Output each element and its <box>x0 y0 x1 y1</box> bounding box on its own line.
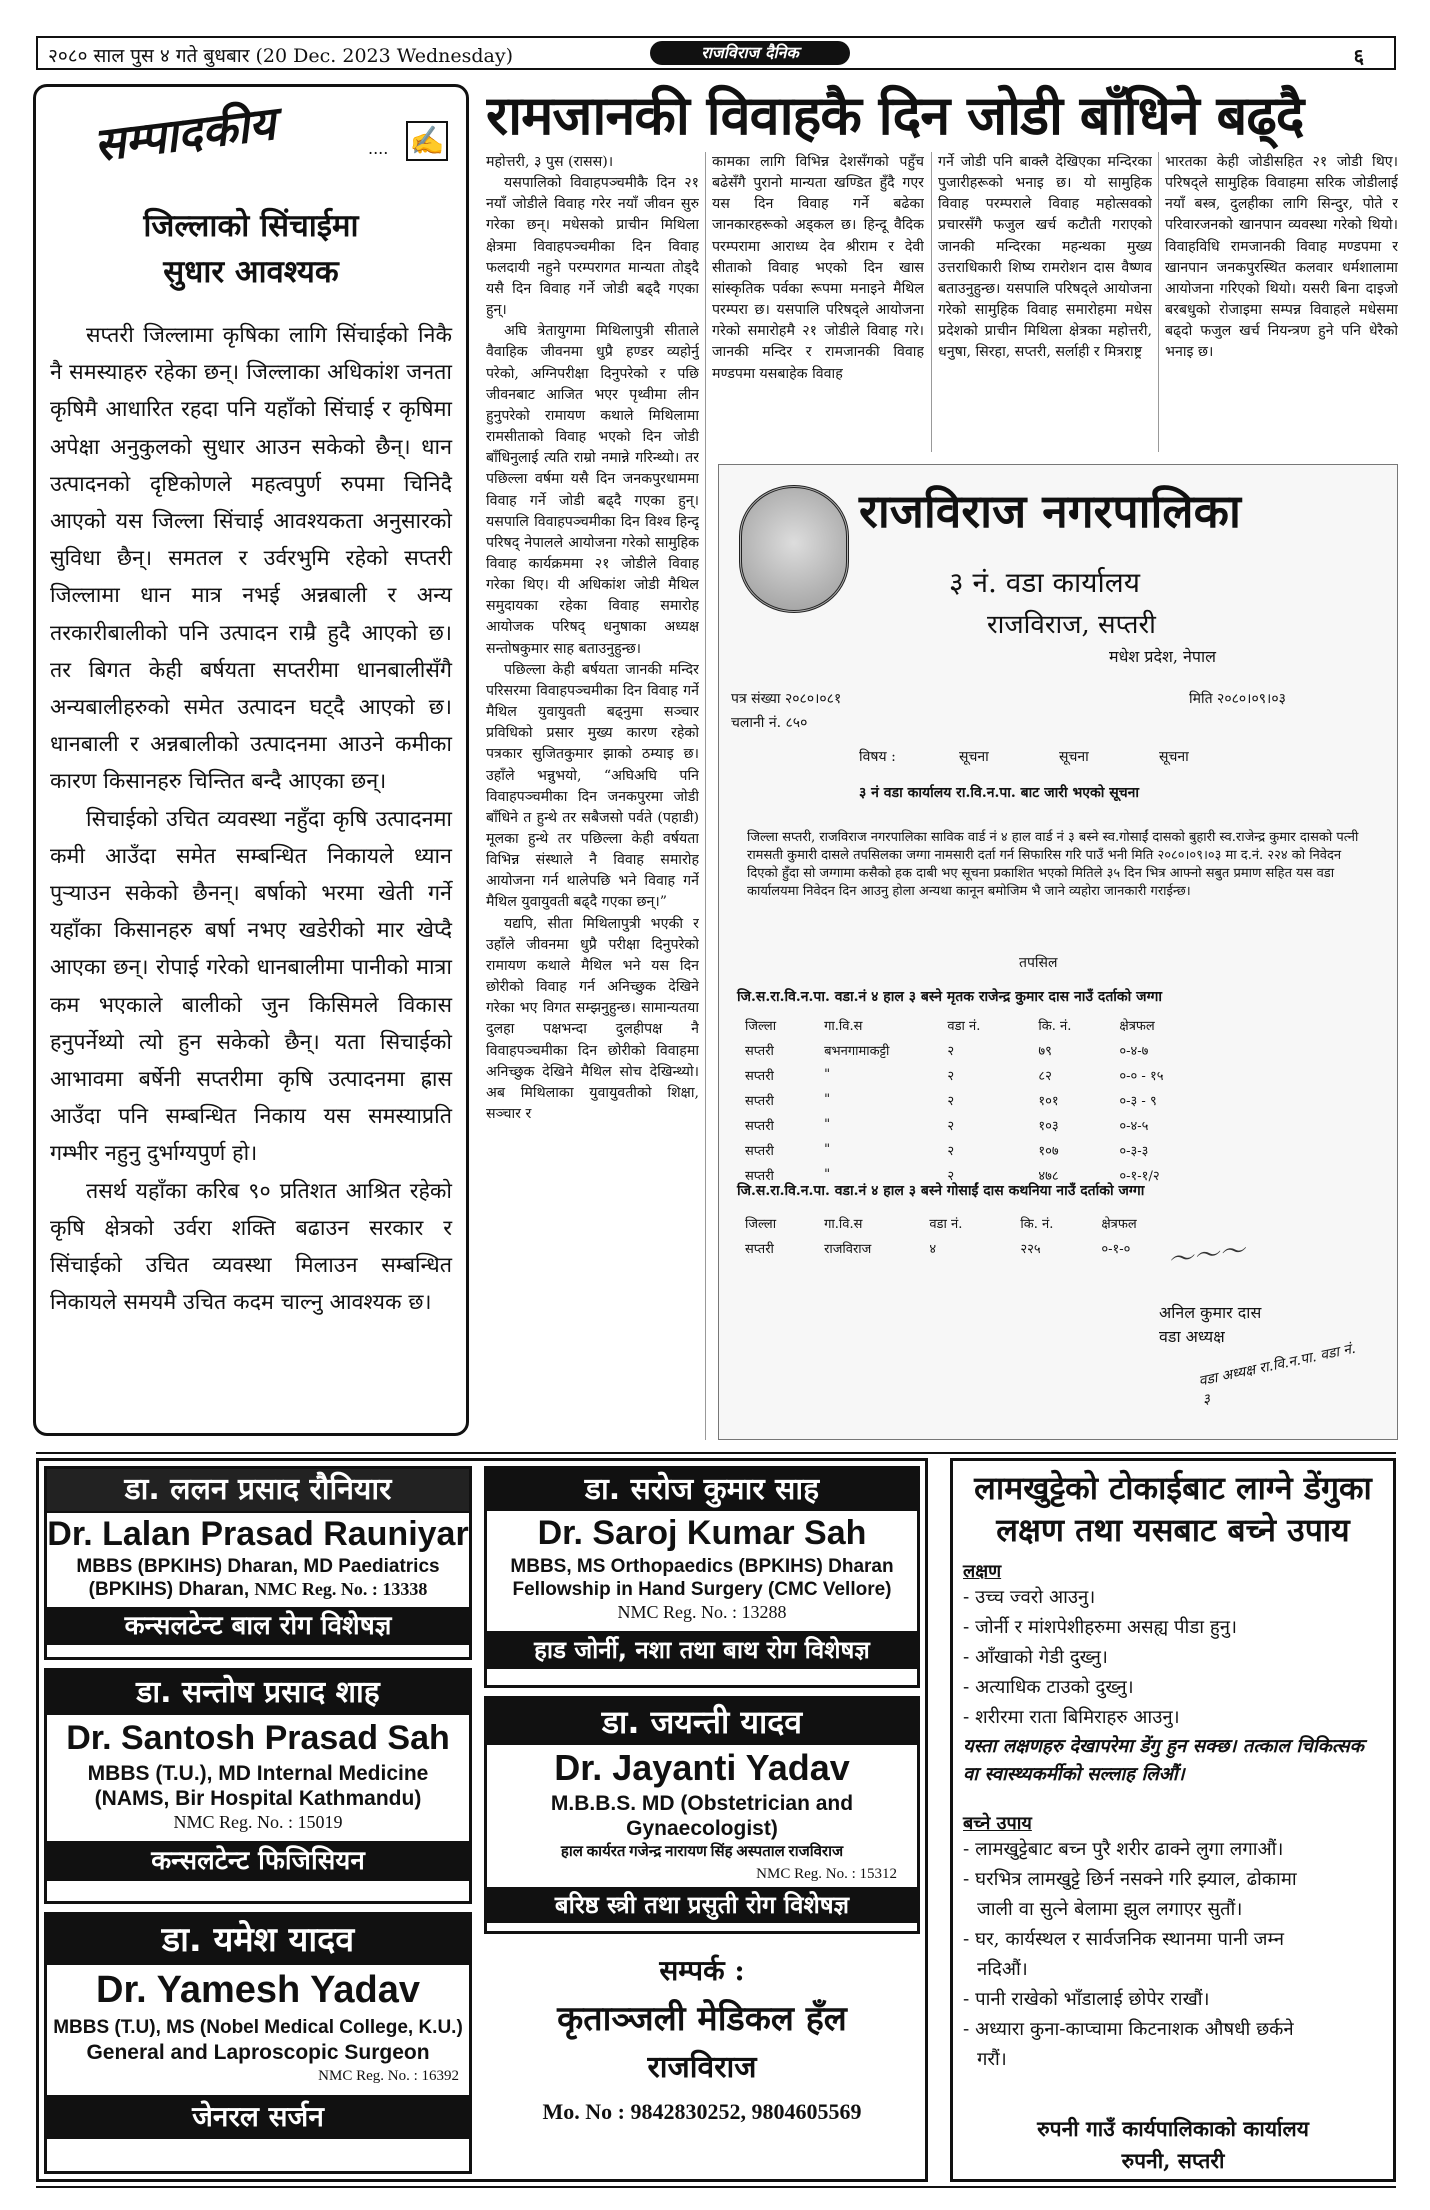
notice-address: राजविराज, सप्तरी <box>987 610 1156 640</box>
list-item: नदिऔं। <box>977 1959 1028 1980</box>
ad-name-np: डा. जयन्ती यादव <box>487 1699 917 1745</box>
table-cell: २ <box>947 1168 955 1184</box>
ad-qualification: (NAMS, Bir Hospital Kathmandu) <box>94 1787 422 1810</box>
list-item: - जोर्नी र मांशपेशीहरुमा असह्य पीडा हुनु। <box>963 1617 1238 1638</box>
table-cell: सप्तरी <box>745 1241 774 1257</box>
list-item: - आँखाको गेडी दुख्नु। <box>963 1647 1108 1668</box>
ad-specialty: बरिष्ठ स्त्री तथा प्रसुती रोग विशेषज्ञ <box>487 1887 917 1923</box>
ad-qualification: General and Laproscopic Surgeon <box>86 2041 430 2064</box>
ad-specialty: कन्सलटेन्ट फिजिसियन <box>47 1841 469 1881</box>
table-cell: ०-४-५ <box>1119 1118 1149 1134</box>
list-item: - अध्यारा कुना-काप्चामा किटनाशक औषधी छर्कने <box>963 2019 1294 2040</box>
ad-saroj <box>484 1466 920 1688</box>
table-cell: ०-३-३ <box>1119 1143 1149 1159</box>
ad-name-en: Dr. Lalan Prasad Rauniyar <box>47 1515 469 1553</box>
table-cell: सप्तरी <box>745 1093 774 1109</box>
contact-city: राजविराज <box>647 2050 757 2085</box>
table-cell: ०-१-१/२ <box>1119 1168 1160 1184</box>
table-row <box>739 1038 1169 1061</box>
table-cell: " <box>824 1092 831 1107</box>
editorial-title-line1: जिल्लाको सिंचाईमा <box>143 208 359 244</box>
column-rule <box>1158 152 1159 452</box>
ad-jayanti <box>484 1696 920 1934</box>
editorial-label: सम्पादकीय <box>90 95 279 172</box>
ad-reg: NMC Reg. No. : 16392 <box>318 2068 459 2084</box>
page-bottom-rule <box>36 2186 1396 2188</box>
table-cell: ४ <box>929 1241 937 1257</box>
article-column-3 <box>938 152 1152 452</box>
editorial-title-line2: सुधार आवश्यक <box>163 254 339 290</box>
article-headline: रामजानकी विवाहकै दिन जोडी बाँधिने बढ्दै <box>486 84 1304 147</box>
notice-province: मधेश प्रदेश, नेपाल <box>1109 647 1216 666</box>
editorial-header <box>50 87 452 197</box>
article-paragraph: यसपालिको विवाहपञ्चमीकै दिन २१ नयाँ जोडीले विवाह गरेर नयाँ जीवन सुरु गरेका छन्। मधेसको प्राचीन मिथिला क्षेत्रमा विवाहपञ्चमीका दिन विवाह फलदायी नहुने परम्परागत मान्यता तोड्दै यसै दिन विवाह गर्ने जोडी बढ्दै गएका हुन्। <box>486 175 699 319</box>
table-cell: ०-४-७ <box>1119 1043 1149 1059</box>
article-column-1 <box>486 152 699 1440</box>
land-table-1 <box>737 1011 1171 1188</box>
notice-tapsil: तपसिल <box>1019 955 1058 971</box>
ad-qualification <box>47 1578 469 1601</box>
ad-reg: NMC Reg. No. : 15019 <box>173 1812 343 1832</box>
table-cell: सप्तरी <box>745 1068 774 1084</box>
table-cell: सप्तरी <box>745 1043 774 1059</box>
ad-name-en: Dr. Santosh Prasad Sah <box>66 1719 450 1757</box>
table-cell: राजविराज <box>824 1241 872 1257</box>
ad-qualification: MBBS, MS Orthopaedics (BPKIHS) Dharan <box>510 1556 894 1577</box>
table2-title: जि.स.रा.वि.न.पा. वडा.नं ४ हाल ३ बस्ने गोसाईं दास कथनिया नाउँ दर्ताको जग्गा <box>737 1183 1145 1199</box>
ad-name-np: डा. ललन प्रसाद रौनियार <box>47 1469 469 1513</box>
notice-ref: पत्र संख्या २०८०।०८१ <box>731 691 842 707</box>
table-header: जिल्ला <box>745 1018 777 1034</box>
table-cell: २ <box>947 1093 955 1109</box>
table-cell: " <box>824 1067 831 1082</box>
signatory-name: अनिल कुमार दास <box>1159 1303 1262 1322</box>
table-cell: " <box>824 1167 831 1182</box>
notice-subject: सूचना <box>959 749 989 765</box>
list-item: - घरभित्र लामखुट्टे छिर्न नसक्ने गरि झ्याल, ढोकामा <box>963 1869 1297 1890</box>
ad-qualification: M.B.B.S. MD (Obstetrician and <box>550 1792 854 1815</box>
table-cell: ४७८ <box>1038 1168 1059 1184</box>
ad-specialty: हाड जोर्नी, नशा तथा बाथ रोग विशेषज्ञ <box>487 1631 917 1669</box>
list-item: - शरीरमा राता बिमिराहरु आउनु। <box>963 1707 1180 1728</box>
table-header: कि. नं. <box>1038 1018 1072 1034</box>
table-row <box>739 1088 1169 1111</box>
ad-santosh <box>44 1668 472 1904</box>
page-number: ६ <box>1353 44 1364 68</box>
ad-qualification: MBBS (T.U.), MD Internal Medicine <box>87 1762 429 1785</box>
signatory-role: वडा अध्यक्ष <box>1159 1327 1225 1346</box>
list-item: गरौं। <box>977 2049 1007 2070</box>
signature: 〜〜〜 <box>1165 1235 1248 1277</box>
table-header: गा.वि.स <box>824 1018 863 1034</box>
symptoms-heading: लक्षण <box>963 1561 1002 1582</box>
table-cell: ०-० - १५ <box>1119 1068 1164 1084</box>
notice-heading: ३ नं वडा कार्यालय रा.वि.न.पा. बाट जारी भएको सूचना <box>859 785 1140 801</box>
table-cell: सप्तरी <box>745 1118 774 1134</box>
table-header: जिल्ला <box>745 1216 777 1232</box>
prevention-heading: बच्ने उपाय <box>963 1813 1032 1834</box>
list-item: - उच्च ज्वरो आउनु। <box>963 1587 1096 1608</box>
notice-body: जिल्ला सप्तरी, राजविराज नगरपालिका साविक वार्ड नं ४ हाल वार्ड नं ३ बस्ने स्व.गोसाईं दासको बुहारी स्व.राजेन्द्र कुमार दासको पत्नी रामसती कुमारी दासले तपसिलका जग्गा नामसारी दर्ता गर्न सिफारिस गरि पाउँ भनी मिति २०८०।०९।०३ मा द.नं. २२४ को निवेदन दिएको हुँदा सो जग्गामा कसैको हक दाबी भए सूचना प्रकाशित भएको मितिले ३५ दिन भित्र आफ्नो सबुत प्रमाण सहित यस वडा कार्यालयमा निवेदन दिन आउनु होला अन्यथा कानून बमोजिम भै जाने व्यहोरा जानकारी गराईन्छ। <box>747 830 1359 899</box>
nepal-emblem-icon <box>739 485 849 613</box>
article-column-2 <box>712 152 924 452</box>
notice-subject-label: विषय : <box>859 749 896 765</box>
masthead: राजविराज दैनिक <box>650 41 850 65</box>
ad-qualification-part: (BPKIHS) Dharan, <box>88 1579 250 1600</box>
list-item: - घर, कार्यस्थल र सार्वजनिक स्थानमा पानी जम्न <box>963 1929 1285 1950</box>
ad-name-np: डा. सन्तोष प्रसाद शाह <box>47 1671 469 1715</box>
list-item: - अत्याधिक टाउको दुख्नु। <box>963 1677 1134 1698</box>
article-paragraph: कामका लागि विभिन्न देशसँगको पहुँच बढेसँगै पुरानो मान्यता खण्डित हुँदै गएर यस दिन विवाह गर्ने बढेका जानकारहरूको अड्कल छ। हिन्दू वैदिक परम्परामा आराध्य देव श्रीराम र देवी सीताको विवाह भएको दिन खास सांस्कृतिक पर्वका रूपमा मनाइने मैथिल परम्परा छ। यसपालि परिषद्ले आयोजना गरेको समारोहमै २१ जोडीले विवाह गरे। जानकी मन्दिर र रामजानकी विवाह मण्डपमा यसबाहेक विवाह <box>712 154 924 382</box>
column-rule <box>931 152 932 452</box>
land-table-2 <box>737 1209 1145 1261</box>
article-paragraph: भारतका केही जोडीसहित २१ जोडी थिए। परिषद्ले सामुहिक विवाहमा सरिक जोडीलाई नयाँ बस्त्र, दुलहीका लागि सिन्दुर, पोते र परिवारजनको खानपान व्यवस्था गरेको थियो। विवाहविधि रामजानकी विवाह मण्डपमा र खानपान जनकपुरस्थित कलवार धर्मशालामा आयोजना गरिएको थियो। यसरी बिना दाइजो बरबधुको रोजाइमा सम्पन्न विवाहले मधेसमा बढ्दो फजुल खर्च नियन्त्रण हुने पनि धेरैको भनाइ छ। <box>1165 154 1398 361</box>
ad-contact <box>484 1942 920 2174</box>
ad-yamesh <box>44 1912 472 2174</box>
table-header: वडा नं. <box>929 1216 963 1232</box>
editorial-paragraph: सिचाईको उचित व्यवस्था नहुँदा कृषि उत्पादनमा कमी आउँदा समेत सम्बन्धित निकायले ध्यान पुऱ्याउन सकेको छैनन्। बर्षाको भरमा खेती गर्ने यहाँका किसानहरु बर्षा नभए खडेरीको मार खेप्दै आएका छन्। रोपाई गरेको धानबालीमा पानीको मात्रा कम भएकाले बालीको जुन किसिमले विकास हनुपर्नेथ्यो त्यो हुन सकेको छैन्। यता सिचाईको आभावमा बर्षेनी सप्तरीमा कृषि उत्पादनमा ह्रास आउँदा पनि सम्बन्धित निकाय यस समस्याप्रति गम्भीर नहुनु दुर्भाग्यपुर्ण हो। <box>50 806 452 1167</box>
issue-date: २०८० साल पुस ४ गते बुधबार (20 Dec. 2023 Wednesday) <box>48 45 513 67</box>
list-item: जाली वा सुत्ने बेलामा झुल लगाएर सुतौं। <box>977 1899 1243 1920</box>
article-paragraph: गर्ने जोडी पनि बाक्लै देखिएका मन्दिरका पुजारीहरूको भनाइ छ। यो सामुहिक विवाह परम्पराले विवाह महोत्सवको प्रचारसँगै फजुल खर्च कटौती गराएको जानकी मन्दिरका महन्थका मुख्य उत्तराधिकारी शिष्य रामरोशन दास वैष्णव बताउनुहुन्छ। यसपालि परिषद्ले आयोजना गरेको सामुहिक विवाह समारोहमा मधेस प्रदेशको प्राचीन मिथिला क्षेत्रका महोत्तरी, धनुषा, सिरहा, सप्तरी, सर्लाही र मित्रराष्ट्र <box>938 154 1152 361</box>
article-dateline: महोत्तरी, ३ पुस (रासस)। <box>486 154 614 170</box>
table-cell: २ <box>947 1118 955 1134</box>
notice-chalani: चलानी नं. ८५० <box>731 715 808 731</box>
official-stamp: वडा अध्यक्ष रा.वि.न.पा. वडा नं. ३ <box>1197 1340 1357 1409</box>
table-header: क्षेत्रफल <box>1119 1018 1155 1034</box>
symptoms-list <box>963 1583 1383 1733</box>
article-paragraph: यद्यपि, सीता मिथिलापुत्री भएकी र उहाँले जीवनमा धुप्रै परीक्षा दिनुपरेको रामायण कथाले मैथिल भने यस दिन छोरीको विवाह गर्न अनिच्छुक देखिने गरेका भए विगत सम्झनुहुन्छ। सामान्यतया दुलहा पक्षभन्दा दुलहीपक्ष नै विवाहपञ्चमीका दिन छोरीको विवाहमा अनिच्छुक देखिने मैथिल सोच देखिन्थ्यो। अब मिथिलाका युवायुवतीको शिक्षा, सञ्चार र <box>486 915 699 1123</box>
list-item: - पानी राखेको भाँडालाई छोपेर राखौं। <box>963 1989 1210 2010</box>
table-cell: " <box>824 1117 831 1132</box>
table-cell: २ <box>947 1043 955 1059</box>
notice-date: मिति २०८०।०९।०३ <box>1189 691 1286 707</box>
contact-label: सम्पर्क : <box>659 1954 745 1987</box>
table-row <box>739 1138 1169 1161</box>
section-divider <box>36 1452 1396 1454</box>
table1-title: जि.स.रा.वि.न.पा. वडा.नं ४ हाल ३ बस्ने मृतक राजेन्द्र कुमार दास नाउँ दर्ताको जग्गा <box>737 989 1163 1005</box>
pen-icon: ✍ <box>406 121 448 161</box>
table-cell: " <box>824 1142 831 1157</box>
column-rule <box>705 152 706 1440</box>
dengue-footer-place: रुपनी, सप्तरी <box>1121 2148 1225 2173</box>
table-cell: १०१ <box>1038 1093 1059 1109</box>
ad-reg: NMC Reg. No. : 13338 <box>254 1579 428 1599</box>
editorial-dots: .... <box>368 139 389 158</box>
ad-name-en: Dr. Yamesh Yadav <box>96 1969 420 2011</box>
ad-specialty: जेनरल सर्जन <box>47 2095 469 2139</box>
editorial-box <box>33 84 469 1436</box>
article-column-4 <box>1165 152 1398 452</box>
ad-qualification: Gynaecologist) <box>626 1817 778 1840</box>
editorial-paragraph: सप्तरी जिल्लामा कृषिका लागि सिंचाईको निकै नै समस्याहरु रहेका छन्। जिल्लाका अधिकांश जनता कृषिमै आधारित रहदा पनि यहाँको सिंचाई र कृषिमा अपेक्षा अनुकुलको सुधार आउन सकेको छैन्। धान उत्पादनको दृष्टिकोणले महत्वपुर्ण रुपमा चिनिदै आएको यस जिल्ला सिंचाई आवश्यकता अनुसारको सुविधा छैन्। समतल र उर्वरभुमि रहेको सप्तरी जिल्लामा धान मात्र नभई अन्नबाली र अन्य तरकारीबालीको पनि उत्पादन राम्रै हुदै आएको छ। तर बिगत केही बर्षयता सप्तरीमा धानबालीसँगै अन्यबालीहरुको समेत उत्पादन घट्दै आएको छ। धानबाली र अन्नबालीको उत्पादनमा आउने कमीका कारण किसानहरु चिन्तित बन्दै आएका छन्। <box>50 323 452 795</box>
ad-reg: NMC Reg. No. : 15312 <box>756 1866 897 1882</box>
ad-lalan <box>44 1466 472 1660</box>
ad-specialty: कन्सलटेन्ट बाल रोग विशेषज्ञ <box>47 1607 469 1645</box>
table-cell: १०३ <box>1038 1118 1059 1134</box>
table-row <box>739 1063 1169 1086</box>
article-paragraph: अघि त्रेतायुगमा मिथिलापुत्री सीताले वैवाहिक जीवनमा धुप्रै हण्डर व्यहोर्नु परेको, अग्निपरीक्षा दिनुपरेको र पछि जीवनबाट आजित भएर पृथ्वीमा लीन हुनुपरेको रामायण कथाले मिथिलामा रामसीताको विवाह भएको दिन जोडी बाँधिनुलाई त्यति राम्रो नमान्ने गरिन्थ्यो। तर पछिल्ला वर्षमा यसै दिन जनकपुरधाममा विवाह गर्ने जोडी बढ्दै गएका हुन्। यसपालि विवाहपञ्चमीका दिन विश्व हिन्दू परिषद् नेपालले आयोजना गरेको सामुहिक विवाह कार्यक्रममा २१ जोडीले विवाह गरेका थिए। यी अधिकांश जोडी मैथिल समुदायका रहेका विवाह समारोह आयोजक परिषद् धनुषाका अध्यक्ष सन्तोषकुमार साह बताउनुहुन्छ। <box>486 323 699 657</box>
table-header-row <box>739 1013 1169 1036</box>
table-cell: २ <box>947 1143 955 1159</box>
ad-workplace: हाल कार्यरत गजेन्द्र नारायण सिंह अस्पताल राजविराज <box>560 1844 844 1860</box>
notice-subject: सूचना <box>1059 749 1089 765</box>
table-cell: २२५ <box>1020 1241 1041 1257</box>
table-cell: ७९ <box>1038 1043 1052 1059</box>
list-item: - लामखुट्टेबाट बच्न पुरै शरीर ढाक्ने लुगा लगाऔं। <box>963 1839 1284 1860</box>
table-cell: १०७ <box>1038 1143 1059 1159</box>
dengue-title-line1: लामखुट्टेको टोकाईबाट लाग्ने डेंगुका <box>974 1469 1372 1507</box>
dengue-warning: यस्ता लक्षणहरु देखापरेमा डेंगु हुन सक्छ। तत्काल चिकित्सक वा स्वास्थ्यकर्मीको सल्लाह लिऔं। <box>963 1736 1364 1785</box>
municipality-notice <box>718 464 1398 1440</box>
dengue-footer-office: रुपनी गाउँ कार्यपालिकाको कार्यालय <box>1037 2116 1309 2141</box>
table-header-row <box>739 1211 1143 1234</box>
editorial-body <box>50 317 452 1321</box>
contact-phone: Mo. No : 9842830252, 9804605569 <box>542 2099 862 2124</box>
table-row <box>739 1113 1169 1136</box>
dengue-title-line2: लक्षण तथा यसबाट बच्ने उपाय <box>996 1511 1350 1549</box>
editorial-paragraph: तसर्थ यहाँका करिब ९० प्रतिशत आश्रित रहेको कृषि क्षेत्रको उर्वरा शक्ति बढाउन सरकार र सिंचाईको उचित व्यवस्था मिलाउन सम्बन्धित निकायले समयमै उचित कदम चाल्नु आवश्यक छ। <box>50 1178 452 1316</box>
ad-name-np: डा. सरोज कुमार साह <box>487 1469 917 1511</box>
ad-name-en: Dr. Jayanti Yadav <box>554 1747 850 1788</box>
table-header: कि. नं. <box>1020 1216 1054 1232</box>
table-cell: ०-३ - ९ <box>1119 1093 1157 1109</box>
table-header: गा.वि.स <box>824 1216 863 1232</box>
notice-title: राजविराज नगरपालिका <box>859 484 1241 538</box>
ad-qualification: Fellowship in Hand Surgery (CMC Vellore) <box>512 1579 892 1600</box>
ad-name-np: डा. यमेश यादव <box>47 1915 469 1965</box>
ad-name-en: Dr. Saroj Kumar Sah <box>537 1514 867 1552</box>
dengue-notice <box>950 1458 1396 2182</box>
table-row <box>739 1236 1143 1259</box>
prevention-list <box>963 1835 1383 2075</box>
table-cell: ८२ <box>1038 1068 1052 1084</box>
editorial-title <box>50 203 452 295</box>
notice-office: ३ नं. वडा कार्यालय <box>949 566 1140 599</box>
table-cell: बभनगामाकट्टी <box>824 1043 890 1059</box>
article-paragraph: पछिल्ला केही बर्षयता जानकी मन्दिर परिसरमा विवाहपञ्चमीका दिन विवाह गर्ने मैथिल युवायुवती बढ्नुमा सञ्चार प्रविधिको प्रसार मुख्य कारण रहेको पत्रकार सुजितकुमार झाको ठम्याइ छ। उहाँले भन्नुभयो, “अघिअघि पनि विवाहपञ्चमीका दिन जनकपुरमा जोडी बाँधिने त हुन्थे तर सबैजसो पर्वते (पहाडी) मूलका हुन्थे तर पछिल्ला केही वर्षयता विभिन्न संस्थाले नै विवाह समारोह आयोजना गर्न थालेपछि भने विवाह गर्ने मैथिल युवायुवती बढ्दै गएका छन्।” <box>486 661 699 911</box>
page-header <box>36 36 1396 70</box>
ad-qualification: MBBS (BPKIHS) Dharan, MD Paediatrics <box>76 1556 440 1577</box>
notice-subject: सूचना <box>1159 749 1189 765</box>
table-cell: २ <box>947 1068 955 1084</box>
table-cell: सप्तरी <box>745 1168 774 1184</box>
contact-name: कृताञ्जली मेडिकल हँल <box>557 1999 847 2039</box>
ad-reg: NMC Reg. No. : 13288 <box>617 1602 787 1622</box>
table-cell: ०-१-० <box>1101 1241 1131 1257</box>
ad-qualification: MBBS (T.U), MS (Nobel Medical College, K.U.) <box>53 2017 463 2038</box>
table-header: क्षेत्रफल <box>1101 1216 1137 1232</box>
table-header: वडा नं. <box>947 1018 981 1034</box>
table-cell: सप्तरी <box>745 1143 774 1159</box>
